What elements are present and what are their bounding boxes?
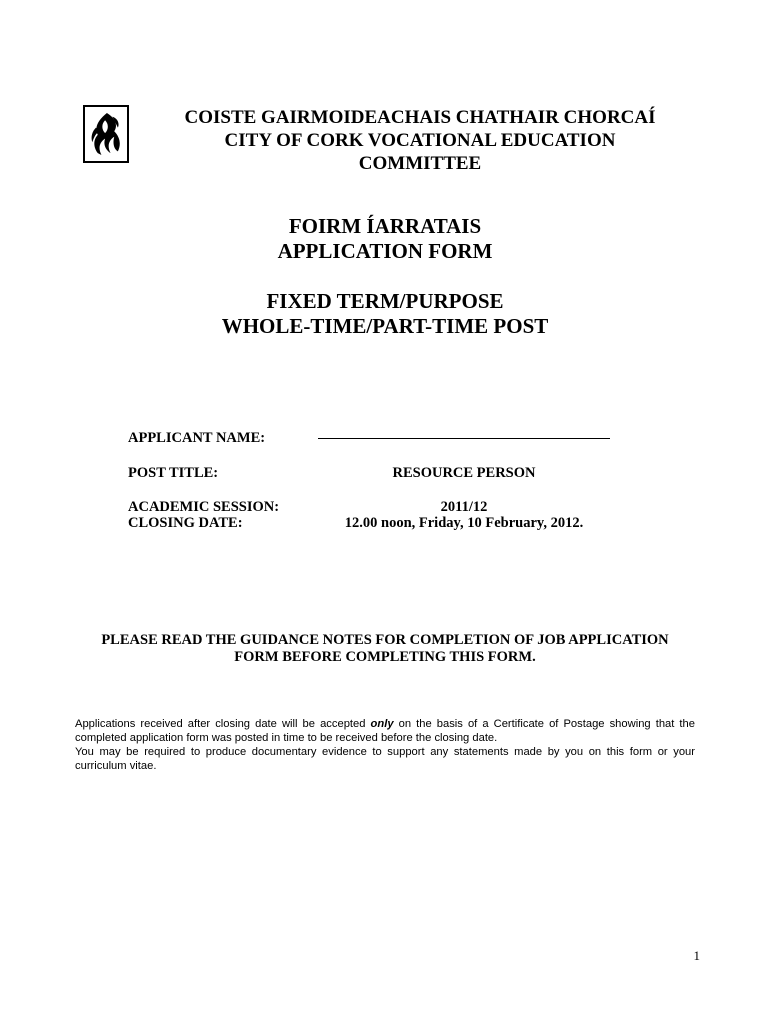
para1-text-end: on the basis of a Certificate of Postage showing that the completed application form was posted in time to be received before the closing date. <box>75 718 695 744</box>
para1-emphasis: only <box>370 718 394 730</box>
header-english-name-line1: CITY OF CORK VOCATIONAL EDUCATION <box>224 130 616 151</box>
guidance-notice-line2: FORM BEFORE COMPLETING THIS FORM. <box>234 649 536 665</box>
para1-text-start: Applications received after closing date will be accepted <box>75 718 371 730</box>
flame-emblem-icon <box>85 107 127 161</box>
academic-session-value: 2011/12 <box>440 499 488 515</box>
applicant-name-label: APPLICANT NAME: <box>128 430 266 446</box>
form-title-english: APPLICATION FORM <box>277 239 493 263</box>
committee-logo <box>83 105 129 163</box>
header-irish-name: COISTE GAIRMOIDEACHAIS CHATHAIR CHORCAÍ <box>184 107 656 128</box>
header-english-name-line2: COMMITTEE <box>358 153 482 174</box>
post-title-label: POST TITLE: <box>128 465 219 481</box>
page-number: 1 <box>693 948 700 963</box>
form-title-irish: FOIRM ÍARRATAIS <box>288 214 482 238</box>
guidance-notice-line1: PLEASE READ THE GUIDANCE NOTES FOR COMPLETION OF JOB APPLICATION <box>101 632 669 648</box>
academic-session-label: ACADEMIC SESSION: <box>128 499 280 515</box>
body-text <box>75 717 695 773</box>
post-title-value: RESOURCE PERSON <box>392 465 536 481</box>
post-type-line2: WHOLE-TIME/PART-TIME POST <box>221 314 549 338</box>
applicant-name-line[interactable] <box>318 438 610 439</box>
closing-date-value: 12.00 noon, Friday, 10 February, 2012. <box>344 515 584 531</box>
closing-date-paragraph <box>75 717 695 745</box>
post-type-line1: FIXED TERM/PURPOSE <box>266 289 504 313</box>
closing-date-label: CLOSING DATE: <box>128 515 243 531</box>
evidence-paragraph: You may be required to produce documentary evidence to support any statements made by you on this form or your curriculum vitae. <box>75 746 695 772</box>
